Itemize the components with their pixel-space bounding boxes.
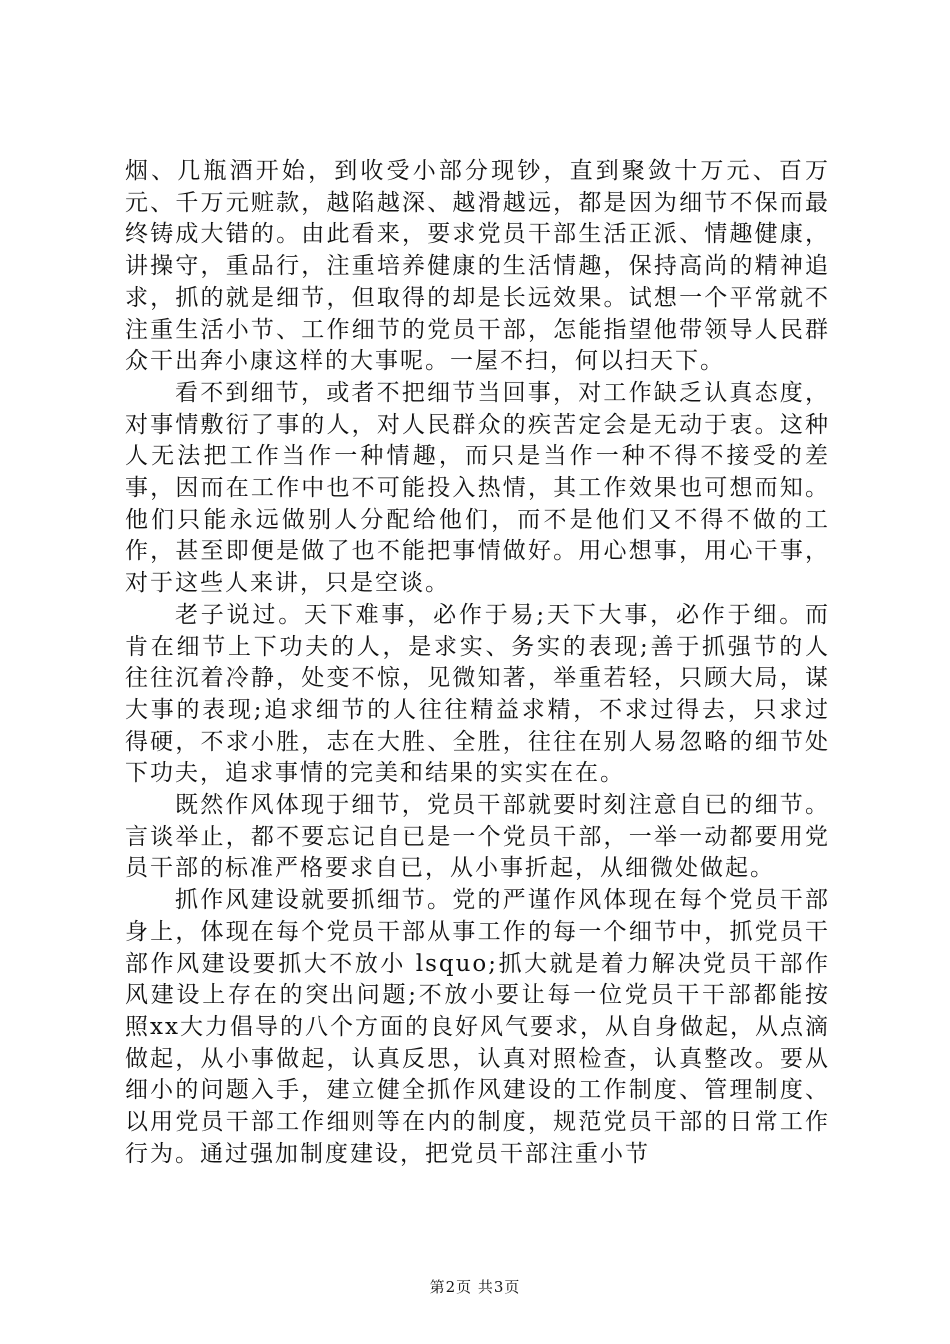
paragraph-5: 抓作风建设就要抓细节。党的严谨作风体现在每个党员干部身上，体现在每个党员干部从事工作的每一个细节中，抓党员干部作风建设要抓大不放小 lsquo;抓大就是着力解决党员干部作风建设上存在的突出问题;不放小要让每一位党员干干部都能按照xx大力倡导的八个方面的良好风气要求，从自身做起，从点滴做起，从小事做起，认真反思，认真对照检查，认真整改。要从细小的问题入手，建立健全抓作风建设的工作制度、管理制度、以用党员干部工作细则等在内的制度，规范党员干部的日常工作行为。通过强加制度建设，把党员干部注重小节 <box>125 887 830 1167</box>
paragraph-1: 烟、几瓶酒开始，到收受小部分现钞，直到聚敛十万元、百万元、千万元赃款，越陷越深、越滑越远，都是因为细节不保而最终铸成大错的。由此看来，要求党员干部生活正派、情趣健康，讲操守，重品行，注重培养健康的生活情趣，保持高尚的精神追求，抓的就是细节，但取得的却是长远效果。试想一个平常就不注重生活小节、工作细节的党员干部，怎能指望他带领导人民群众干出奔小康这样的大事呢。一屋不扫，何以扫天下。 <box>125 158 830 375</box>
page-number-footer: 第2页 共3页 <box>429 1278 521 1296</box>
paragraph-4: 既然作风体现于细节，党员干部就要时刻注意自已的细节。言谈举止，都不要忘记自已是一个党员干部，一举一动都要用党员干部的标准严格要求自已，从小事折起，从细微处做起。 <box>125 792 830 882</box>
paragraph-3: 老子说过。天下难事，必作于易;天下大事，必作于细。而肯在细节上下功夫的人，是求实、务实的表现;善于抓强节的人往往沉着冷静，处变不惊，见微知著，举重若轻，只顾大局，谋大事的表现;追求细节的人往往精益求精，不求过得去，只求过得硬，不求小胜，志在大胜、全胜，往往在别人易忽略的细节处下功夫，追求事情的完美和结果的实实在在。 <box>125 601 830 787</box>
document-body <box>125 156 830 1171</box>
paragraph-2: 看不到细节，或者不把细节当回事，对工作缺乏认真态度，对事情敷衍了事的人，对人民群众的疾苦定会是无动于衷。这种人无法把工作当作一种情趣，而只是当作一种不得不接受的差事，因而在工作中也不可能投入热情，其工作效果也可想而知。他们只能永远做别人分配给他们，而不是他们又不得不做的工作，甚至即便是做了也不能把事情做好。用心想事，用心干事，对于这些人来讲，只是空谈。 <box>125 379 830 597</box>
